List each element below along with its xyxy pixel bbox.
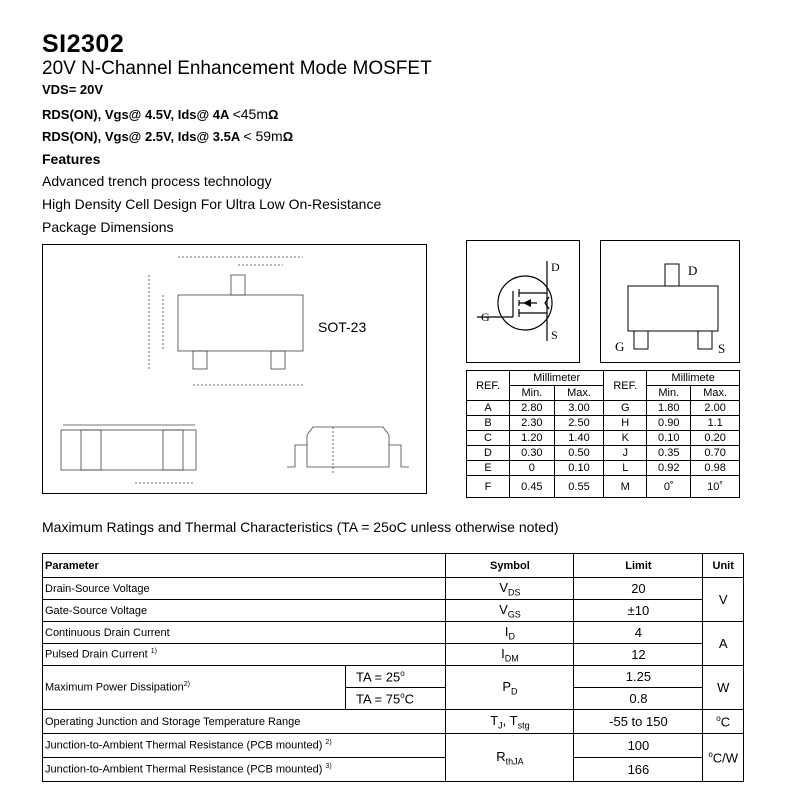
cell: 0.92 bbox=[647, 461, 691, 476]
features-heading: Features bbox=[42, 151, 101, 167]
cell: 2.80 bbox=[510, 401, 555, 416]
pin-s: S bbox=[551, 328, 558, 342]
unit-cell bbox=[703, 734, 744, 782]
param-cell: Continuous Drain Current bbox=[43, 622, 446, 644]
rds-spec-1 bbox=[42, 106, 278, 122]
cell: J bbox=[604, 446, 647, 461]
cell: 0.50 bbox=[554, 446, 604, 461]
cell: 0.20 bbox=[691, 431, 740, 446]
cell: 0˚ bbox=[647, 476, 691, 498]
pinout-diagram bbox=[600, 240, 740, 363]
unit-cell bbox=[703, 710, 744, 734]
feature-item: Advanced trench process technology bbox=[42, 173, 272, 189]
symbol: T bbox=[490, 712, 499, 728]
symbol-sub: DM bbox=[504, 653, 519, 664]
degree: o bbox=[708, 749, 713, 759]
limit-cell: 0.8 bbox=[574, 688, 703, 710]
rds-spec-2-cond: RDS(ON), Vgs@ 2.5V, Ids@ 3.5A bbox=[42, 129, 240, 144]
footnote: 3) bbox=[325, 763, 332, 771]
symbol-sub: stg bbox=[517, 720, 530, 731]
limit-cell: 100 bbox=[574, 734, 703, 758]
param-cell bbox=[43, 734, 446, 758]
symbol: I bbox=[501, 645, 505, 661]
table-row bbox=[43, 622, 744, 644]
rds-spec-1-value: <45m bbox=[232, 106, 268, 122]
symbol-cell bbox=[446, 622, 574, 644]
condition-unit: C bbox=[404, 691, 415, 707]
limit-cell: 20 bbox=[574, 578, 703, 600]
param-cell: Drain-Source Voltage bbox=[43, 578, 446, 600]
cell: 2.30 bbox=[510, 416, 555, 431]
symbol: P bbox=[502, 678, 511, 694]
ohm-symbol: Ω bbox=[282, 129, 294, 144]
param-cell: Operating Junction and Storage Temperature Range bbox=[43, 710, 446, 734]
table-row bbox=[467, 446, 740, 461]
rds-spec-2 bbox=[42, 128, 293, 144]
symbol-cell bbox=[446, 734, 574, 782]
table-row bbox=[43, 758, 744, 782]
param-text: Pulsed Drain Current bbox=[45, 648, 148, 661]
symbol-sub: GS bbox=[507, 609, 521, 620]
arrow-icon bbox=[523, 299, 531, 307]
cell: D bbox=[467, 446, 510, 461]
condition-cell bbox=[346, 688, 446, 710]
unit: C/W bbox=[712, 750, 739, 766]
footnote: 2) bbox=[183, 681, 190, 689]
rds-spec-2-value: < 59m bbox=[243, 128, 283, 144]
symbol-header: Symbol bbox=[446, 554, 574, 578]
max-header: Max. bbox=[691, 386, 740, 401]
min-header: Min. bbox=[510, 386, 555, 401]
feature-item: High Density Cell Design For Ultra Low On-Resistance bbox=[42, 196, 382, 212]
cell: 0.45 bbox=[510, 476, 555, 498]
ratings-table bbox=[42, 553, 744, 782]
max-header: Max. bbox=[554, 386, 604, 401]
ohm-symbol: Ω bbox=[268, 107, 279, 122]
cell: 1.1 bbox=[691, 416, 740, 431]
pin-g: G bbox=[481, 310, 490, 324]
limit-cell: ±10 bbox=[574, 600, 703, 622]
symbol: V bbox=[499, 579, 508, 595]
symbol-sub: J bbox=[498, 720, 503, 731]
param-text: Junction-to-Ambient Thermal Resistance (PCB mounted) bbox=[45, 763, 323, 776]
degree: o bbox=[400, 668, 405, 678]
unit-cell: W bbox=[703, 666, 744, 710]
param-text: Maximum Power Dissipation bbox=[45, 681, 184, 694]
cell: M bbox=[604, 476, 647, 498]
param-cell: Gate-Source Voltage bbox=[43, 600, 446, 622]
cell: 1.80 bbox=[647, 401, 691, 416]
table-row bbox=[467, 416, 740, 431]
limit-cell: 4 bbox=[574, 622, 703, 644]
table-row bbox=[467, 401, 740, 416]
cell: 10˚ bbox=[691, 476, 740, 498]
pinout-icon bbox=[601, 241, 741, 364]
param-cell bbox=[43, 758, 446, 782]
symbol-cell bbox=[446, 578, 574, 600]
cell: 0.10 bbox=[554, 461, 604, 476]
table-row bbox=[467, 431, 740, 446]
symbol-cell bbox=[446, 710, 574, 734]
ratings-title: Maximum Ratings and Thermal Characteristics (TA = 25oC unless otherwise noted) bbox=[42, 519, 559, 535]
cell: C bbox=[467, 431, 510, 446]
symbol-cell bbox=[446, 600, 574, 622]
cell: 0.90 bbox=[647, 416, 691, 431]
footnote: 2) bbox=[325, 739, 332, 747]
cell: B bbox=[467, 416, 510, 431]
cell: L bbox=[604, 461, 647, 476]
min-header: Min. bbox=[647, 386, 691, 401]
symbol-sub: D bbox=[511, 686, 518, 697]
package-drawing bbox=[42, 244, 427, 494]
pin-d: D bbox=[551, 260, 560, 274]
param-text: Junction-to-Ambient Thermal Resistance (PCB mounted) bbox=[45, 739, 323, 752]
symbol: V bbox=[499, 601, 508, 617]
table-row bbox=[43, 578, 744, 600]
cell: E bbox=[467, 461, 510, 476]
cell: G bbox=[604, 401, 647, 416]
cell: 0 bbox=[510, 461, 555, 476]
cell: 3.00 bbox=[554, 401, 604, 416]
part-subtitle: 20V N-Channel Enhancement Mode MOSFET bbox=[42, 58, 432, 79]
cell: F bbox=[467, 476, 510, 498]
limit-cell: 1.25 bbox=[574, 666, 703, 688]
footnote: 1) bbox=[150, 648, 158, 656]
ref-header: REF. bbox=[604, 371, 647, 401]
unit-cell: V bbox=[703, 578, 744, 622]
symbol-sub: DS bbox=[508, 587, 521, 598]
table-row bbox=[467, 461, 740, 476]
table-row bbox=[43, 666, 744, 688]
cell: 0.98 bbox=[691, 461, 740, 476]
param-cell bbox=[43, 666, 346, 710]
package-label: SOT-23 bbox=[318, 319, 367, 335]
cell: H bbox=[604, 416, 647, 431]
degree: o bbox=[716, 713, 721, 723]
part-number: SI2302 bbox=[42, 30, 125, 58]
condition: TA = 75 bbox=[356, 691, 401, 707]
symbol: I bbox=[504, 623, 509, 639]
cell: 2.50 bbox=[554, 416, 604, 431]
table-row bbox=[43, 600, 744, 622]
table-row bbox=[43, 710, 744, 734]
table-row bbox=[467, 476, 740, 498]
cell: 0.10 bbox=[647, 431, 691, 446]
cell: 0.30 bbox=[510, 446, 555, 461]
limit-cell: 12 bbox=[574, 644, 703, 666]
condition-cell bbox=[346, 666, 446, 688]
degree: o bbox=[400, 690, 405, 700]
cell: A bbox=[467, 401, 510, 416]
pin-d: D bbox=[688, 263, 698, 278]
cell: 0.35 bbox=[647, 446, 691, 461]
pin-g: G bbox=[615, 339, 625, 354]
pin-s: S bbox=[718, 341, 726, 356]
limit-header: Limit bbox=[574, 554, 703, 578]
symbol-sub: D bbox=[508, 631, 515, 642]
unit: C bbox=[720, 714, 731, 730]
unit-header: Unit bbox=[703, 554, 744, 578]
cell: 1.20 bbox=[510, 431, 555, 446]
table-row bbox=[43, 734, 744, 758]
mosfet-symbol-icon bbox=[467, 241, 581, 364]
symbol: R bbox=[496, 748, 506, 764]
ref-header: REF. bbox=[467, 371, 510, 401]
unit-header: Millimete bbox=[647, 371, 740, 386]
rds-spec-1-cond: RDS(ON), Vgs@ 4.5V, Ids@ 4A bbox=[42, 107, 229, 122]
schematic-symbol bbox=[466, 240, 580, 363]
package-outline-icon bbox=[43, 245, 428, 495]
symbol-cell bbox=[446, 644, 574, 666]
cell: 0.70 bbox=[691, 446, 740, 461]
unit-header: Millimeter bbox=[510, 371, 604, 386]
package-dimensions-label: Package Dimensions bbox=[42, 219, 174, 235]
cell: 1.40 bbox=[554, 431, 604, 446]
vds-spec: VDS= 20V bbox=[42, 82, 104, 97]
param-cell bbox=[43, 644, 446, 666]
symbol: , T bbox=[502, 712, 518, 728]
cell: 2.00 bbox=[691, 401, 740, 416]
cell: 0.55 bbox=[554, 476, 604, 498]
symbol-sub: thJA bbox=[505, 756, 524, 767]
symbol-cell bbox=[446, 666, 574, 710]
condition: TA = 25 bbox=[356, 669, 401, 685]
cell: K bbox=[604, 431, 647, 446]
limit-cell: -55 to 150 bbox=[574, 710, 703, 734]
param-header: Parameter bbox=[43, 554, 446, 578]
table-row bbox=[43, 644, 744, 666]
dimensions-table bbox=[466, 370, 740, 498]
unit-cell: A bbox=[703, 622, 744, 666]
limit-cell: 166 bbox=[574, 758, 703, 782]
